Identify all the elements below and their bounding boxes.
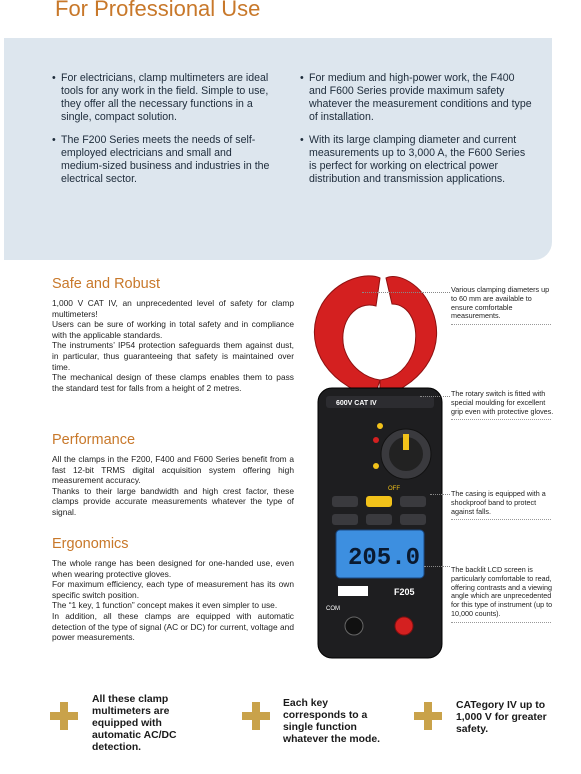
callout-leader xyxy=(362,292,450,293)
callout-casing xyxy=(451,490,555,520)
paragraph: The mechanical design of these clamps enables them to pass the standard test for falls from a height of 2 metres. xyxy=(52,372,294,393)
clamp-meter-illustration xyxy=(296,270,456,670)
clamp-jaw-right xyxy=(380,276,437,398)
page-title: For Professional Use xyxy=(55,0,261,21)
callout-leader xyxy=(424,566,450,567)
callout-leader xyxy=(420,396,450,397)
banner-bullet: • With its large clamping diameter and current measurements up to 3,000 A, the F600 Series is perfect for working on electrical power distribution and transmission applications. xyxy=(300,134,532,186)
clamp-jaw-left xyxy=(314,276,380,398)
banner-bullet: • The F200 Series meets the needs of self-employed electricians and small and medium-sized business and industries in the electrical sector. xyxy=(52,134,270,186)
paragraph: The “1 key, 1 function” concept makes it even simpler to use. xyxy=(52,600,278,611)
off-label: OFF xyxy=(388,486,400,492)
callout-leader xyxy=(430,494,450,495)
paragraph: 1,000 V CAT IV, an unprecedented level of safety for clamp multimeters! xyxy=(52,298,294,319)
section-heading-ergonomics: Ergonomics xyxy=(52,536,129,552)
plus-icon xyxy=(240,700,272,732)
paragraph: Thanks to their large bandwidth and high crest factor, these clamps provide accurate measurements whatever the type of signal. xyxy=(52,485,294,517)
section-text-safe xyxy=(52,298,294,393)
feature-text: CATegory IV up to 1,000 V for greater safety. xyxy=(456,700,547,735)
button-max xyxy=(366,496,392,507)
callout-clamp xyxy=(451,286,555,325)
callout-text: The casing is equipped with a shockproof band to protect against falls. xyxy=(451,489,546,516)
callout-switch xyxy=(451,390,555,420)
plus-icon xyxy=(412,700,444,732)
divider xyxy=(451,622,551,623)
intro-banner xyxy=(4,38,552,260)
model-label: F205 xyxy=(394,587,415,597)
callout-lcd xyxy=(451,566,555,623)
banner-bullet: • For medium and high-power work, the F400 and F600 Series provide maximum safety whatever the measurement conditions and type of installation. xyxy=(300,72,532,124)
callout-text: The rotary switch is fitted with special moulding for excellent grip even with protective gloves. xyxy=(451,389,554,416)
section-heading-safe: Safe and Robust xyxy=(52,276,161,292)
paragraph: All the clamps in the F200, F400 and F600 Series benefit from a fast 12-bit TRMS digital acquisition system offering high measurement accuracy. xyxy=(52,454,294,486)
callout-text: The backlit LCD screen is particularly comfortable to read, offering contrasts and a viewing angle which are unprecedented for this type of instrument (up to 10,000 counts). xyxy=(451,565,553,618)
section-text-performance xyxy=(52,454,294,518)
paragraph: The whole range has been designed for one-handed use, even when wearing protective gloves. xyxy=(52,558,294,579)
divider xyxy=(451,324,551,325)
lcd-value: 205.0 xyxy=(348,545,421,572)
divider xyxy=(451,419,551,420)
banner-left-column xyxy=(52,72,270,196)
paragraph: In addition, all these clamps are equipped with automatic detection of the type of signal (AC or DC) for current, voltage and power measurements. xyxy=(52,610,294,643)
paragraph: The instruments’ IP54 protection safeguards them against dust, in particular, thus guaranteeing that safety is maintained over time. xyxy=(52,340,294,372)
section-text-ergonomics xyxy=(52,558,294,643)
section-heading-performance: Performance xyxy=(52,432,136,448)
paragraph: For maximum efficiency, each type of measurement has its own specific switch position. xyxy=(52,579,294,600)
terminal-com xyxy=(345,617,363,635)
banner-bullet: • For electricians, clamp multimeters are ideal tools for any work in the field. Simple to use, they offer all the necessary functions in a single, compact solution. xyxy=(52,72,270,124)
paragraph: Users can be sure of working in total safety and in compliance with the applicable standards. xyxy=(52,319,294,340)
callout-text: Various clamping diameters up to 60 mm are available to ensure comfortable measurements. xyxy=(451,285,550,321)
brand-logo xyxy=(338,586,368,596)
plus-icon xyxy=(48,700,80,732)
svg-text:COM: COM xyxy=(326,606,340,612)
divider xyxy=(451,519,551,520)
button-hold xyxy=(400,496,426,507)
button-hz xyxy=(332,496,358,507)
feature-text: All these clamp multimeters are equipped with automatic AC/DC detection. xyxy=(92,694,177,753)
feature-text: Each key corresponds to a single function whatever the mode. xyxy=(283,698,381,745)
terminal-v xyxy=(395,617,413,635)
cat-label: 600V CAT IV xyxy=(336,400,377,407)
banner-right-column xyxy=(300,72,532,196)
